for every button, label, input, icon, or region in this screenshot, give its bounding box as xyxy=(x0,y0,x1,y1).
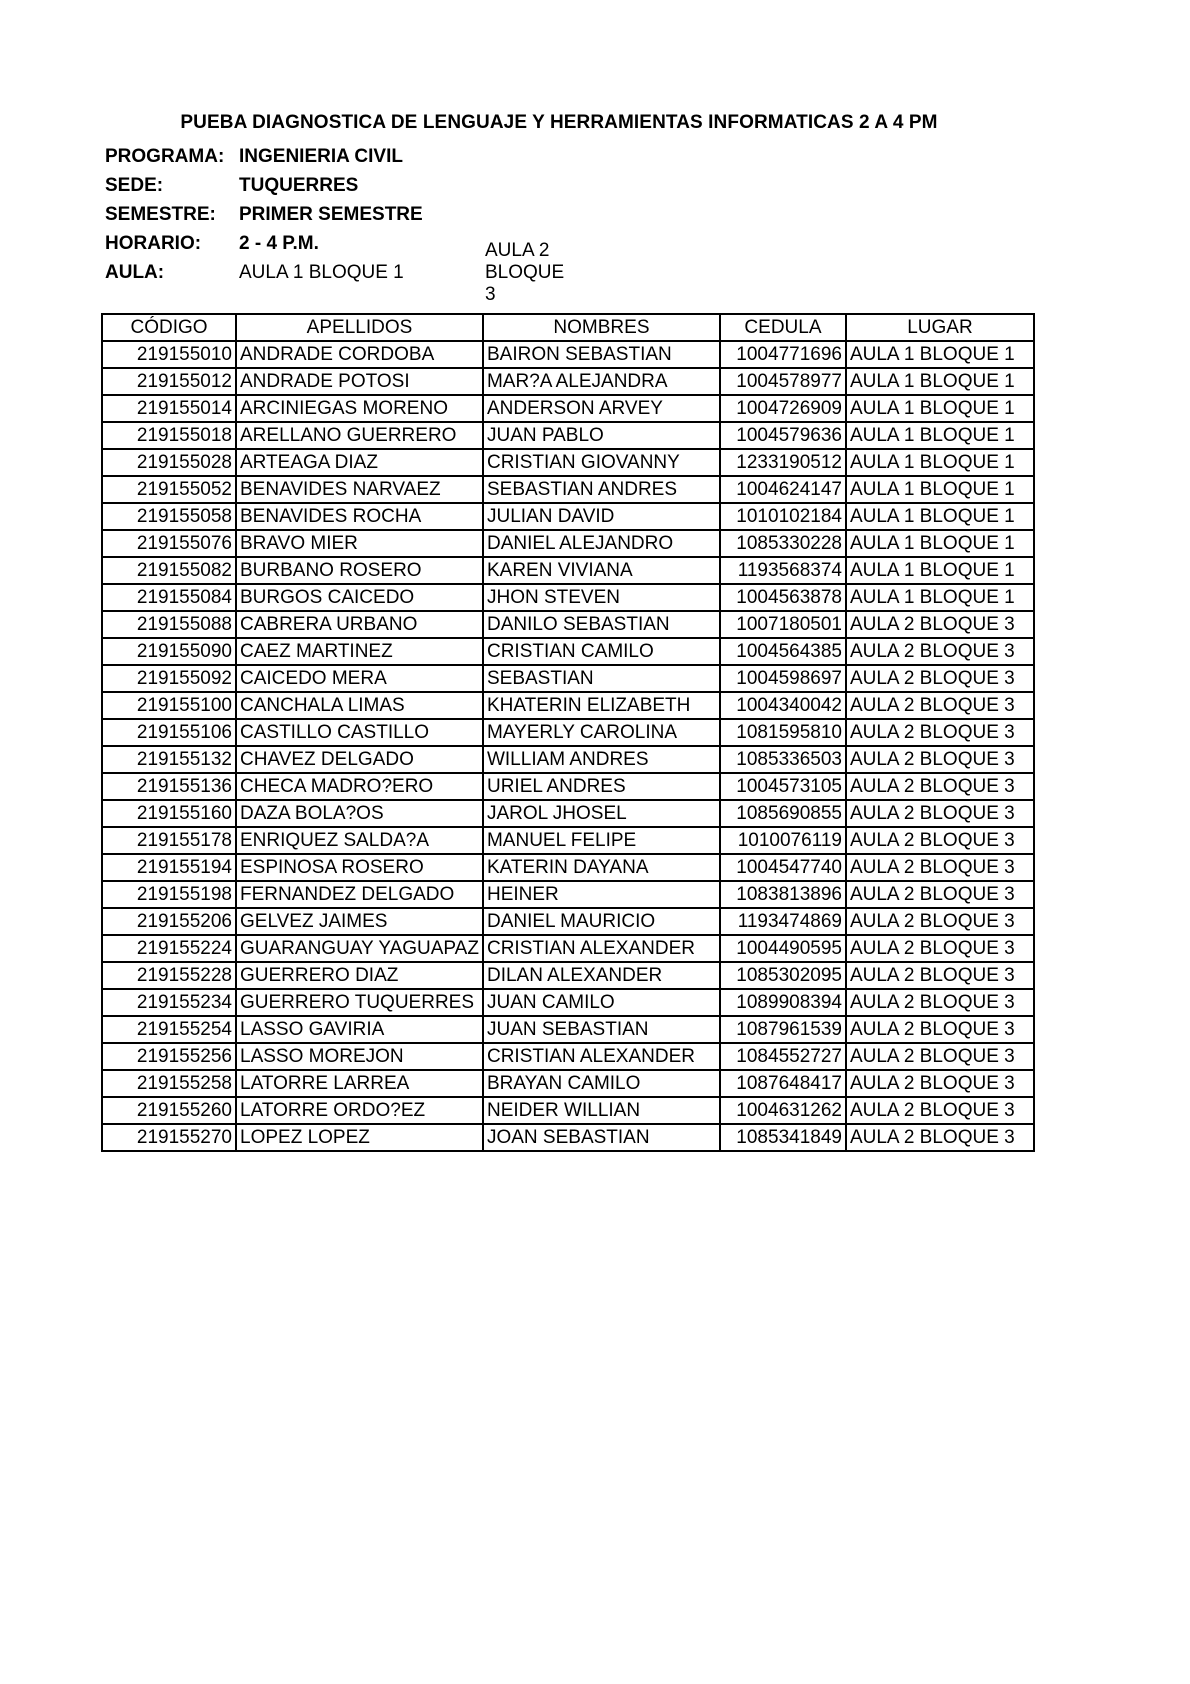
cell-cedula: 1004563878 xyxy=(720,584,846,611)
cell-codigo: 219155256 xyxy=(102,1043,236,1070)
table-row xyxy=(102,719,1034,746)
cell-apellidos: ARCINIEGAS MORENO xyxy=(236,395,483,422)
cell-cedula: 1004547740 xyxy=(720,854,846,881)
table-row xyxy=(102,1016,1034,1043)
cell-cedula: 1004340042 xyxy=(720,692,846,719)
header-cedula: CEDULA xyxy=(720,314,846,341)
cell-cedula: 1004771696 xyxy=(720,341,846,368)
horario-value: 2 - 4 P.M. xyxy=(239,232,319,254)
cell-apellidos: FERNANDEZ DELGADO xyxy=(236,881,483,908)
cell-lugar: AULA 1 BLOQUE 1 xyxy=(846,530,1034,557)
cell-lugar: AULA 2 BLOQUE 3 xyxy=(846,1124,1034,1151)
cell-apellidos: CHECA MADRO?ERO xyxy=(236,773,483,800)
cell-codigo: 219155092 xyxy=(102,665,236,692)
cell-codigo: 219155198 xyxy=(102,881,236,908)
table-row xyxy=(102,368,1034,395)
cell-apellidos: BENAVIDES NARVAEZ xyxy=(236,476,483,503)
semestre-value: PRIMER SEMESTRE xyxy=(239,203,423,225)
aula-label: AULA: xyxy=(105,261,165,283)
cell-codigo: 219155106 xyxy=(102,719,236,746)
document-title: PUEBA DIAGNOSTICA DE LENGUAJE Y HERRAMIENTAS INFORMATICAS 2 A 4 PM xyxy=(180,112,938,133)
cell-nombres: JULIAN DAVID xyxy=(483,503,720,530)
cell-cedula: 1010102184 xyxy=(720,503,846,530)
cell-codigo: 219155260 xyxy=(102,1097,236,1124)
table-row xyxy=(102,341,1034,368)
cell-cedula: 1193568374 xyxy=(720,557,846,584)
cell-cedula: 1007180501 xyxy=(720,611,846,638)
cell-lugar: AULA 2 BLOQUE 3 xyxy=(846,692,1034,719)
aula-1-value: AULA 1 BLOQUE 1 xyxy=(239,261,404,283)
table-row xyxy=(102,395,1034,422)
table-row xyxy=(102,1097,1034,1124)
cell-codigo: 219155082 xyxy=(102,557,236,584)
table-body xyxy=(102,341,1034,1151)
cell-nombres: CRISTIAN GIOVANNY xyxy=(483,449,720,476)
cell-lugar: AULA 1 BLOQUE 1 xyxy=(846,584,1034,611)
info-row-sede xyxy=(105,171,423,200)
cell-codigo: 219155010 xyxy=(102,341,236,368)
cell-lugar: AULA 1 BLOQUE 1 xyxy=(846,368,1034,395)
cell-apellidos: CHAVEZ DELGADO xyxy=(236,746,483,773)
programa-label: PROGRAMA: xyxy=(105,145,225,167)
cell-lugar: AULA 2 BLOQUE 3 xyxy=(846,1097,1034,1124)
table-row xyxy=(102,881,1034,908)
cell-lugar: AULA 2 BLOQUE 3 xyxy=(846,638,1034,665)
cell-codigo: 219155132 xyxy=(102,746,236,773)
cell-codigo: 219155194 xyxy=(102,854,236,881)
cell-lugar: AULA 1 BLOQUE 1 xyxy=(846,341,1034,368)
cell-lugar: AULA 2 BLOQUE 3 xyxy=(846,746,1034,773)
cell-apellidos: LOPEZ LOPEZ xyxy=(236,1124,483,1151)
cell-codigo: 219155076 xyxy=(102,530,236,557)
horario-label: HORARIO: xyxy=(105,232,202,254)
cell-nombres: JAROL JHOSEL xyxy=(483,800,720,827)
cell-cedula: 1085336503 xyxy=(720,746,846,773)
cell-lugar: AULA 1 BLOQUE 1 xyxy=(846,449,1034,476)
table-row xyxy=(102,908,1034,935)
table-row xyxy=(102,854,1034,881)
cell-nombres: JOAN SEBASTIAN xyxy=(483,1124,720,1151)
info-row-programa xyxy=(105,142,423,171)
cell-codigo: 219155058 xyxy=(102,503,236,530)
cell-lugar: AULA 2 BLOQUE 3 xyxy=(846,827,1034,854)
cell-apellidos: ENRIQUEZ SALDA?A xyxy=(236,827,483,854)
cell-cedula: 1004631262 xyxy=(720,1097,846,1124)
cell-apellidos: BURGOS CAICEDO xyxy=(236,584,483,611)
cell-cedula: 1004579636 xyxy=(720,422,846,449)
cell-cedula: 1004598697 xyxy=(720,665,846,692)
cell-nombres: JUAN PABLO xyxy=(483,422,720,449)
table-row xyxy=(102,638,1034,665)
cell-cedula: 1089908394 xyxy=(720,989,846,1016)
cell-codigo: 219155254 xyxy=(102,1016,236,1043)
cell-lugar: AULA 2 BLOQUE 3 xyxy=(846,719,1034,746)
header-lugar: LUGAR xyxy=(846,314,1034,341)
table-row xyxy=(102,1043,1034,1070)
cell-apellidos: BRAVO MIER xyxy=(236,530,483,557)
cell-apellidos: GUERRERO DIAZ xyxy=(236,962,483,989)
cell-apellidos: CANCHALA LIMAS xyxy=(236,692,483,719)
cell-lugar: AULA 1 BLOQUE 1 xyxy=(846,395,1034,422)
table-row xyxy=(102,611,1034,638)
cell-codigo: 219155090 xyxy=(102,638,236,665)
table-row xyxy=(102,449,1034,476)
cell-lugar: AULA 2 BLOQUE 3 xyxy=(846,665,1034,692)
semestre-label: SEMESTRE: xyxy=(105,203,216,225)
aula-2-value: AULA 2 BLOQUE 3 xyxy=(485,239,565,305)
table-row xyxy=(102,422,1034,449)
cell-cedula: 1004490595 xyxy=(720,935,846,962)
cell-apellidos: GUERRERO TUQUERRES xyxy=(236,989,483,1016)
cell-cedula: 1004726909 xyxy=(720,395,846,422)
cell-cedula: 1087648417 xyxy=(720,1070,846,1097)
cell-apellidos: BURBANO ROSERO xyxy=(236,557,483,584)
cell-lugar: AULA 1 BLOQUE 1 xyxy=(846,422,1034,449)
cell-nombres: MANUEL FELIPE xyxy=(483,827,720,854)
cell-nombres: NEIDER WILLIAN xyxy=(483,1097,720,1124)
cell-apellidos: ARELLANO GUERRERO xyxy=(236,422,483,449)
cell-nombres: JHON STEVEN xyxy=(483,584,720,611)
cell-lugar: AULA 2 BLOQUE 3 xyxy=(846,854,1034,881)
cell-nombres: CRISTIAN CAMILO xyxy=(483,638,720,665)
cell-nombres: DANIEL ALEJANDRO xyxy=(483,530,720,557)
cell-cedula: 1084552727 xyxy=(720,1043,846,1070)
cell-codigo: 219155136 xyxy=(102,773,236,800)
cell-nombres: DANIEL MAURICIO xyxy=(483,908,720,935)
cell-apellidos: ANDRADE POTOSI xyxy=(236,368,483,395)
cell-lugar: AULA 2 BLOQUE 3 xyxy=(846,611,1034,638)
cell-codigo: 219155012 xyxy=(102,368,236,395)
cell-apellidos: LATORRE LARREA xyxy=(236,1070,483,1097)
table-row xyxy=(102,773,1034,800)
info-row-semestre xyxy=(105,200,423,229)
cell-codigo: 219155100 xyxy=(102,692,236,719)
cell-lugar: AULA 2 BLOQUE 3 xyxy=(846,1016,1034,1043)
cell-codigo: 219155014 xyxy=(102,395,236,422)
cell-nombres: HEINER xyxy=(483,881,720,908)
cell-lugar: AULA 1 BLOQUE 1 xyxy=(846,503,1034,530)
sede-label: SEDE: xyxy=(105,174,164,196)
cell-codigo: 219155018 xyxy=(102,422,236,449)
cell-nombres: SEBASTIAN xyxy=(483,665,720,692)
cell-lugar: AULA 2 BLOQUE 3 xyxy=(846,1070,1034,1097)
table-row xyxy=(102,800,1034,827)
cell-apellidos: CAICEDO MERA xyxy=(236,665,483,692)
cell-nombres: KAREN VIVIANA xyxy=(483,557,720,584)
cell-codigo: 219155160 xyxy=(102,800,236,827)
table-row xyxy=(102,692,1034,719)
cell-cedula: 1004564385 xyxy=(720,638,846,665)
cell-apellidos: BENAVIDES ROCHA xyxy=(236,503,483,530)
table-row xyxy=(102,557,1034,584)
cell-cedula: 1087961539 xyxy=(720,1016,846,1043)
cell-apellidos: LASSO GAVIRIA xyxy=(236,1016,483,1043)
cell-apellidos: ANDRADE CORDOBA xyxy=(236,341,483,368)
cell-nombres: KATERIN DAYANA xyxy=(483,854,720,881)
cell-apellidos: DAZA BOLA?OS xyxy=(236,800,483,827)
student-table xyxy=(101,313,1035,1152)
cell-cedula: 1004573105 xyxy=(720,773,846,800)
table-row xyxy=(102,989,1034,1016)
cell-apellidos: CABRERA URBANO xyxy=(236,611,483,638)
cell-lugar: AULA 2 BLOQUE 3 xyxy=(846,908,1034,935)
cell-codigo: 219155178 xyxy=(102,827,236,854)
cell-cedula: 1085302095 xyxy=(720,962,846,989)
cell-apellidos: GUARANGUAY YAGUAPAZ xyxy=(236,935,483,962)
cell-codigo: 219155234 xyxy=(102,989,236,1016)
cell-nombres: MAR?A ALEJANDRA xyxy=(483,368,720,395)
cell-nombres: KHATERIN ELIZABETH xyxy=(483,692,720,719)
cell-nombres: ANDERSON ARVEY xyxy=(483,395,720,422)
sede-value: TUQUERRES xyxy=(239,174,359,196)
cell-nombres: BAIRON SEBASTIAN xyxy=(483,341,720,368)
cell-apellidos: ESPINOSA ROSERO xyxy=(236,854,483,881)
cell-codigo: 219155224 xyxy=(102,935,236,962)
table-header-row xyxy=(102,314,1034,341)
table-row xyxy=(102,665,1034,692)
cell-lugar: AULA 2 BLOQUE 3 xyxy=(846,935,1034,962)
cell-nombres: SEBASTIAN ANDRES xyxy=(483,476,720,503)
cell-nombres: JUAN SEBASTIAN xyxy=(483,1016,720,1043)
cell-apellidos: GELVEZ JAIMES xyxy=(236,908,483,935)
cell-lugar: AULA 1 BLOQUE 1 xyxy=(846,476,1034,503)
cell-codigo: 219155088 xyxy=(102,611,236,638)
cell-apellidos: LATORRE ORDO?EZ xyxy=(236,1097,483,1124)
table-row xyxy=(102,1124,1034,1151)
cell-nombres: JUAN CAMILO xyxy=(483,989,720,1016)
programa-value: INGENIERIA CIVIL xyxy=(239,145,403,167)
cell-nombres: DANILO SEBASTIAN xyxy=(483,611,720,638)
table-row xyxy=(102,503,1034,530)
cell-nombres: BRAYAN CAMILO xyxy=(483,1070,720,1097)
cell-cedula: 1233190512 xyxy=(720,449,846,476)
cell-nombres: MAYERLY CAROLINA xyxy=(483,719,720,746)
cell-cedula: 1085330228 xyxy=(720,530,846,557)
table-row xyxy=(102,1070,1034,1097)
cell-apellidos: CAEZ MARTINEZ xyxy=(236,638,483,665)
table-row xyxy=(102,935,1034,962)
cell-cedula: 1004624147 xyxy=(720,476,846,503)
cell-apellidos: LASSO MOREJON xyxy=(236,1043,483,1070)
cell-lugar: AULA 2 BLOQUE 3 xyxy=(846,962,1034,989)
cell-lugar: AULA 2 BLOQUE 3 xyxy=(846,800,1034,827)
cell-cedula: 1081595810 xyxy=(720,719,846,746)
cell-cedula: 1085690855 xyxy=(720,800,846,827)
cell-apellidos: CASTILLO CASTILLO xyxy=(236,719,483,746)
header-codigo: CÓDIGO xyxy=(102,314,236,341)
cell-codigo: 219155270 xyxy=(102,1124,236,1151)
cell-cedula: 1083813896 xyxy=(720,881,846,908)
table-row xyxy=(102,962,1034,989)
cell-codigo: 219155258 xyxy=(102,1070,236,1097)
cell-lugar: AULA 2 BLOQUE 3 xyxy=(846,881,1034,908)
cell-cedula: 1010076119 xyxy=(720,827,846,854)
cell-lugar: AULA 2 BLOQUE 3 xyxy=(846,773,1034,800)
cell-lugar: AULA 1 BLOQUE 1 xyxy=(846,557,1034,584)
cell-nombres: CRISTIAN ALEXANDER xyxy=(483,935,720,962)
header-nombres: NOMBRES xyxy=(483,314,720,341)
table-row xyxy=(102,476,1034,503)
cell-lugar: AULA 2 BLOQUE 3 xyxy=(846,1043,1034,1070)
cell-nombres: CRISTIAN ALEXANDER xyxy=(483,1043,720,1070)
cell-codigo: 219155028 xyxy=(102,449,236,476)
cell-nombres: WILLIAM ANDRES xyxy=(483,746,720,773)
cell-nombres: DILAN ALEXANDER xyxy=(483,962,720,989)
cell-apellidos: ARTEAGA DIAZ xyxy=(236,449,483,476)
cell-cedula: 1004578977 xyxy=(720,368,846,395)
cell-codigo: 219155228 xyxy=(102,962,236,989)
table-row xyxy=(102,827,1034,854)
table-row xyxy=(102,584,1034,611)
info-block xyxy=(105,142,565,305)
cell-codigo: 219155052 xyxy=(102,476,236,503)
cell-codigo: 219155084 xyxy=(102,584,236,611)
cell-cedula: 1085341849 xyxy=(720,1124,846,1151)
cell-lugar: AULA 2 BLOQUE 3 xyxy=(846,989,1034,1016)
cell-nombres: URIEL ANDRES xyxy=(483,773,720,800)
table-row xyxy=(102,746,1034,773)
info-row-horario xyxy=(105,229,423,258)
table-row xyxy=(102,530,1034,557)
cell-cedula: 1193474869 xyxy=(720,908,846,935)
cell-codigo: 219155206 xyxy=(102,908,236,935)
header-apellidos: APELLIDOS xyxy=(236,314,483,341)
